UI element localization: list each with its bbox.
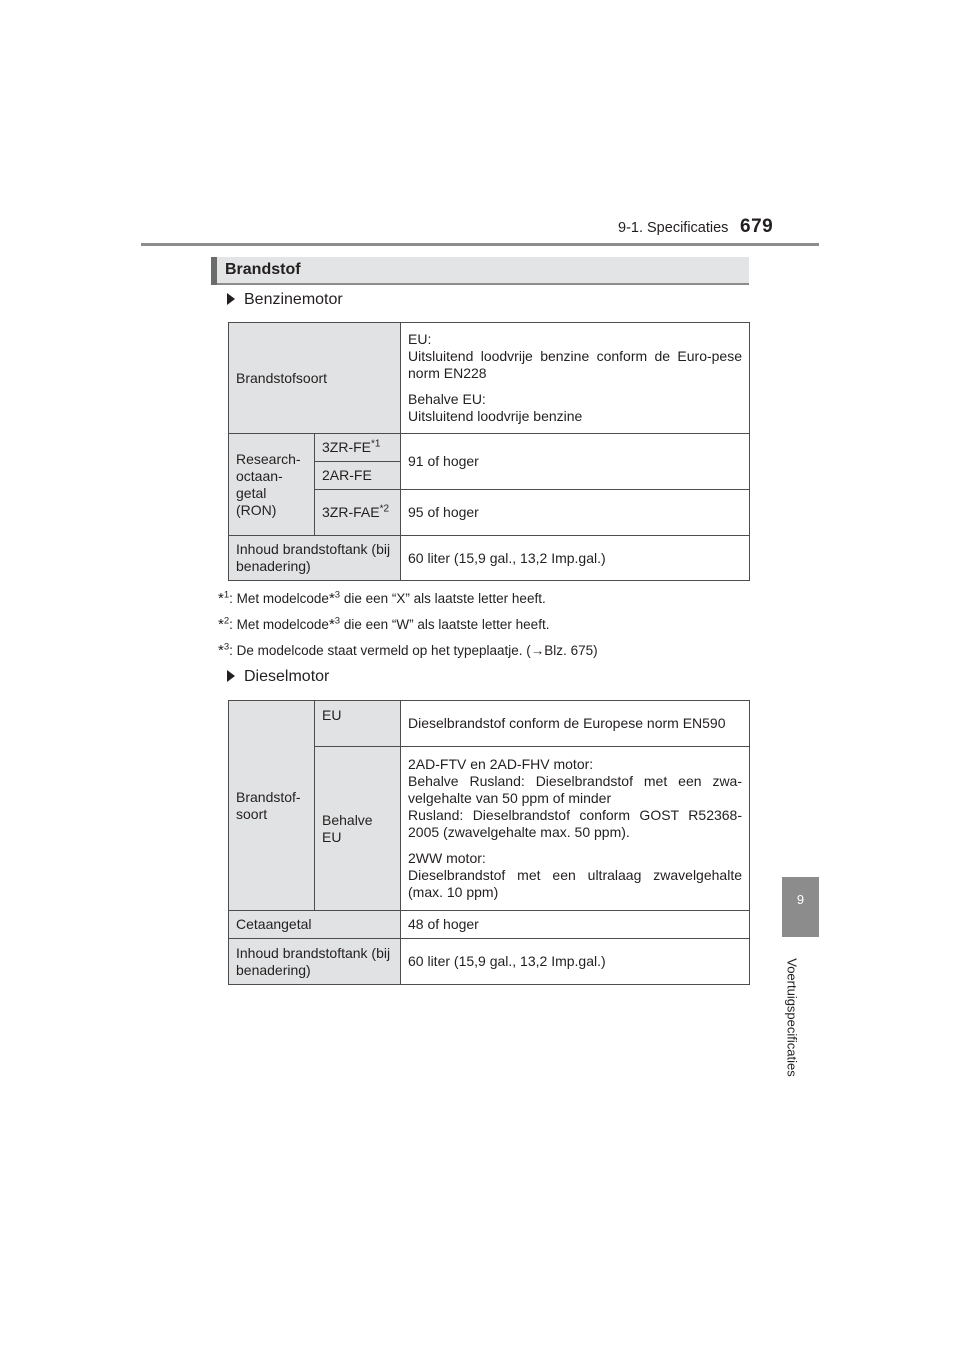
fuel-type-label: Brandstofsoort (229, 323, 401, 434)
fuel-non-eu-text: Uitsluitend loodvrije benzine (408, 408, 583, 424)
footnote-text: : Met modelcode (229, 591, 329, 606)
engine-3zr-fe (315, 434, 401, 462)
footnote-star: * (218, 590, 224, 607)
engine-3zr-fae (315, 490, 401, 536)
footnote-text: die een “W” als laatste letter heeft. (340, 617, 550, 632)
header-section-title: 9-1. Specificaties (618, 220, 729, 236)
engine-2ww-title: 2WW motor: (408, 850, 486, 866)
tank-value: 60 liter (15,9 gal., 13,2 Imp.gal.) (401, 536, 750, 581)
footnote-1 (218, 591, 546, 607)
petrol-table (228, 322, 750, 581)
table-row (229, 434, 750, 462)
fuel-eu-title: EU: (408, 331, 432, 347)
footnote-number: 2 (223, 615, 230, 627)
fuel-non-eu-title: Behalve EU: (408, 391, 486, 407)
ron-95-value: 95 of hoger (401, 490, 750, 536)
footnote-number: 3 (223, 641, 230, 653)
non-eu-value (401, 747, 750, 911)
table-row (229, 911, 750, 939)
diesel-heading (227, 668, 329, 686)
footnote-mark: *1 (371, 438, 381, 450)
footnote-text: : Met modelcode (229, 617, 329, 632)
footnote-ref: 3 (334, 589, 341, 601)
fuel-eu-text: Uitsluitend loodvrije benzine conform de Euro-pese norm EN228 (408, 348, 742, 381)
footnote-mark: *2 (379, 503, 390, 515)
diesel-heading-text: Dieselmotor (244, 668, 330, 685)
eu-label: EU (315, 701, 401, 747)
diesel-tank-value: 60 liter (15,9 gal., 13,2 Imp.gal.) (401, 939, 750, 985)
table-row (229, 701, 750, 747)
footnote-star: * (218, 642, 224, 659)
tank-label: Inhoud brandstoftank (bij benadering) (229, 536, 401, 581)
cetane-label: Cetaangetal (229, 911, 401, 939)
table-row (229, 323, 750, 434)
section-title: Brandstof (225, 261, 301, 278)
engine-2ad-text-2: Rusland: Dieselbrandstof conform GOST R52368-2005 (zwavelgehalte max. 50 ppm). (408, 807, 742, 840)
footnote-3 (218, 643, 598, 659)
ron-91-value: 91 of hoger (401, 434, 750, 490)
section-title-accent (211, 257, 217, 285)
footnote-text: : De modelcode staat vermeld op het typeplaatje. (→Blz. 675) (229, 643, 598, 658)
petrol-heading (227, 291, 343, 309)
chapter-number: 9 (796, 892, 805, 907)
cetane-value: 48 of hoger (401, 911, 750, 939)
ron-label: Research-octaan-getal (RON) (229, 434, 315, 536)
footnote-number: 1 (223, 589, 230, 601)
diesel-fuel-type-label: Brandstof-soort (229, 701, 315, 911)
table-row (229, 536, 750, 581)
footnote-ref: 3 (334, 615, 341, 627)
engine-3zr-fae-text: 3ZR-FAE (322, 504, 380, 520)
footnote-star: * (328, 590, 335, 607)
engine-3zr-fe-text: 3ZR-FE (322, 439, 371, 455)
page-number: 679 (740, 216, 774, 237)
diesel-table (228, 700, 750, 985)
engine-2ad-title: 2AD-FTV en 2AD-FHV motor: (408, 756, 594, 772)
fuel-type-value (401, 323, 750, 434)
chapter-label: Voertuigspecificaties (784, 958, 800, 1077)
table-row (229, 939, 750, 985)
triangle-bullet-icon (227, 293, 235, 305)
petrol-heading-text: Benzinemotor (244, 291, 343, 308)
eu-value: Dieselbrandstof conform de Europese norm EN590 (401, 701, 750, 747)
diesel-tank-label: Inhoud brandstoftank (bij benadering) (229, 939, 401, 985)
footnote-text: die een “X” als laatste letter heeft. (340, 591, 546, 606)
engine-2ad-text-1: Behalve Rusland: Dieselbrandstof met een zwa-velgehalte van 50 ppm of minder (408, 773, 742, 806)
engine-2ar-fe: 2AR-FE (315, 462, 401, 490)
triangle-bullet-icon (227, 670, 235, 682)
footnote-star: * (328, 616, 335, 633)
footnote-star: * (218, 616, 224, 633)
header-rule (141, 243, 819, 246)
non-eu-label: Behalve EU (315, 747, 401, 911)
footnote-2 (218, 617, 549, 633)
engine-2ww-text: Dieselbrandstof met een ultralaag zwavelgehalte (max. 10 ppm) (408, 867, 742, 900)
